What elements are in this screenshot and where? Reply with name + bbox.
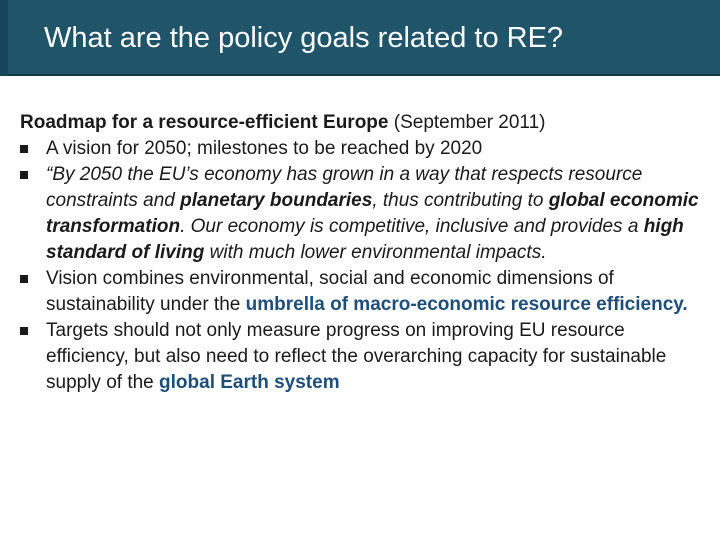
bullet-item (20, 266, 710, 318)
bullet-text-segment: . Our economy is competitive, inclusive and provides a (180, 216, 644, 237)
title-bar-edge (0, 0, 8, 76)
bullet-text-segment: high standard of living (46, 216, 684, 263)
square-bullet-icon (20, 145, 28, 153)
bullet-text-segment: A vision for 2050; milestones to be reached by 2020 (46, 138, 483, 159)
square-bullet-icon (20, 171, 28, 179)
bullet-text-segment: , thus contributing to (372, 190, 549, 211)
title-bar (0, 0, 720, 76)
square-bullet-icon (20, 327, 28, 335)
lead-line (20, 110, 710, 136)
bullet-text-segment: umbrella of macro-economic resource efficiency. (245, 294, 688, 315)
bullet-text-segment: “By 2050 the EU’s economy has grown in a way that respects resource constraints and (46, 164, 643, 211)
bullet-list (20, 136, 710, 396)
bullet-item (20, 318, 710, 396)
bullet-text-segment: planetary boundaries (180, 190, 373, 211)
bullet-text-segment: with much lower environmental impacts. (204, 242, 547, 263)
slide-title: What are the policy goals related to RE? (44, 22, 564, 54)
bullet-item (20, 162, 710, 266)
lead-rest: (September 2011) (388, 112, 546, 133)
slide-body (20, 110, 710, 396)
lead-bold: Roadmap for a resource-efficient Europe (20, 112, 389, 133)
bullet-text-segment: global economic transformation (46, 190, 699, 237)
bullet-text-segment: Vision combines environmental, social and economic dimensions of sustainability under the (46, 268, 614, 315)
square-bullet-icon (20, 275, 28, 283)
bullet-item (20, 136, 710, 162)
bullet-text-segment: global Earth system (159, 372, 340, 393)
bullet-text-segment: Targets should not only measure progress on improving EU resource efficiency, but also need to reflect the overarching capacity for sustainable supply of the (46, 320, 667, 393)
